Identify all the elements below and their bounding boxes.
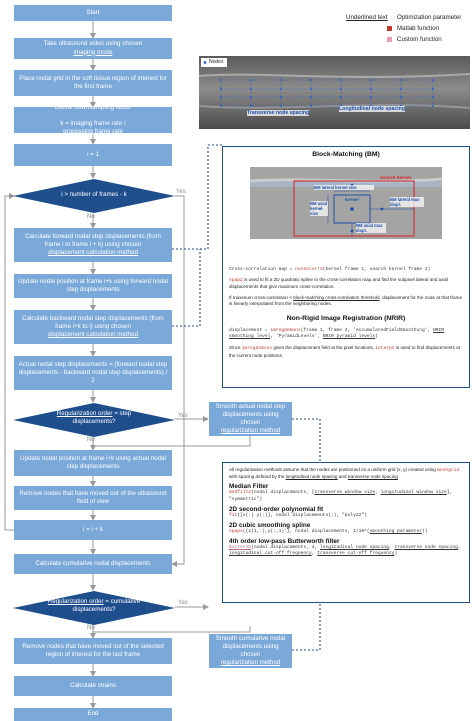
decision-reg2-label: Regularization order = cumulative displacements? [47,598,141,614]
cc-code: Cross-correlation map = normxcorr2(kernel frame 1, search kernel frame 2) [229,267,431,272]
calc-backward-node: Calculate backward nodal step displacements (from frame i+k to i) using chosen displacement calculation method [14,310,172,344]
calc-cum-node: Calculate cumulative nodal displacements [14,554,172,574]
remove-nodes-node: Remove nodes that have moved out of the ultrasound field of view [14,486,172,510]
update-pos-node: Update nodal position at frame i+k using forward nodal step displacements [14,274,172,298]
decision-frames-label: i > number of frames - k [61,191,127,198]
calc-strains-node: Calculate strains [14,676,172,696]
yes-label-3: Yes [178,600,188,606]
yes-label-1: Yes [176,189,186,195]
bm-search-kernel: Search Kernel [380,175,411,180]
smooth-actual-node: Smooth actual nodal step displacements using chosen regularization method [209,402,292,436]
bm-title: Block-Matching (BM) [312,151,380,158]
us-label-long: Longitudinal node spacing [339,106,405,112]
legend-matlab-swatch [387,26,392,31]
max-text: If maximum cross-correlation < block-matching cross-correlation threshold, displacement for the node at that frame is linearly interpolated from the neighboring nodes. [229,294,462,306]
bw-title: 4th order low-pass Butterworth filter [229,538,340,546]
i-inc-node: i = i + k [14,520,172,540]
median-title: Median Filter [229,483,269,491]
legend-underlined: Underlined text [346,14,388,21]
us-legend: Nodes [209,59,224,65]
nrir-title: Non-Rigid Image Registration (NRIR) [286,314,406,322]
update-pos2-node: Update nodal position at frame i+k using actual nodal step displacements [14,450,172,476]
reg-intro: All regularisation methods assume that the nodes are positioned on a uniform grid (x, y) created using meshgrid with spacing defined by the longitudinal node spacing and transverse node spacing [229,467,460,480]
nrir-code: displacement = imregdemons(frame 1, frame 2, 'AccumulatedFieldSmoothing', NRIR smoothing level, 'PyramidLevels', NRIR pyramid levels) [229,327,445,340]
legend-matlab: Matlab function [397,25,439,32]
no-label-1: No [87,214,95,220]
spline-code: spaps({x(1,:),y(:,1)'}, nodal displacements, 1/10^(smoothing parameter)) [229,528,428,534]
spap-text: spap2 is used to fit a 2D quadratic spline to the cross-correlation map and find the subpixel lateral and axial displacements that give maximum cross-correlation. [229,277,449,290]
poly-title: 2D second-order polynomial fit [229,505,324,513]
remove-nodes2-node: Remove nodes that have moved out of the selected region of interest for the last frame [14,638,172,664]
actual-disp-node: Actual nodal step displacements = (forward nodal step displacements - backward nodal step displacements) / 2 [14,356,172,390]
legend-opt: Optimization parameter [397,14,462,21]
bm-image [250,167,442,239]
bm-lat-max: BM lateral max displ. [390,197,424,207]
bm-ax-kernel: BM axial kernel size [310,201,327,216]
legend-custom: Custom function [397,36,442,43]
place-grid-node: Place nodal grid in the soft tissue region of interest for the first frame [14,70,172,96]
us-label-trans: Transverse node spacing [247,110,310,116]
ultrasound-image [199,56,470,129]
no-label-2: No [87,437,95,443]
spline-title: 2D cubic smoothing spline [229,521,311,529]
smooth-cum-node: Smooth cumulative nodal displacements using chosen regularization method [209,634,292,668]
define-factor-node: Define downsampling factor k = imaging frame rate / processing frame rate [14,107,172,133]
bw-code: Butter2D(nodal displacements, 4, longitudinal node spacing, transverse node spacing, longitudinal cut-off frequency, transverse cut-off frequency) [229,545,461,557]
end-node: End [14,708,172,721]
bm-ax-max: BM axial max displ. [356,223,386,233]
i-init-node: i = 1 [14,144,172,166]
legend-custom-swatch [387,37,392,42]
poly-code: fit([x(:) y(:)], nodal displacements(:), "poly22") [229,512,367,518]
bm-panel [222,146,470,388]
start-node: Start [14,5,172,21]
bm-kernel: Kernel [345,197,359,202]
take-video-node: Take ultrasound video using chosen imaging mode [14,38,172,59]
calc-forward-node: Calculate forward nodal step displacements (from frame i to frame i + k) using chosen displacement calculation method [14,228,172,262]
decision-reg1-label: Regularization order = step displacements? [56,410,132,426]
reg-panel [222,462,470,603]
since-text: Since imregdemons gives the displacement field at the pixel locations, interp2 is used to find displacements at the current node positions. [229,345,460,358]
yes-label-2: Yes [178,413,188,419]
bm-lat-kernel: BM lateral kernel size [314,185,374,190]
no-label-3: No [87,625,95,631]
median-code: medfilt2(nodal displacements, [transverse window size, longitudinal window size], "symmetric") [229,490,453,502]
